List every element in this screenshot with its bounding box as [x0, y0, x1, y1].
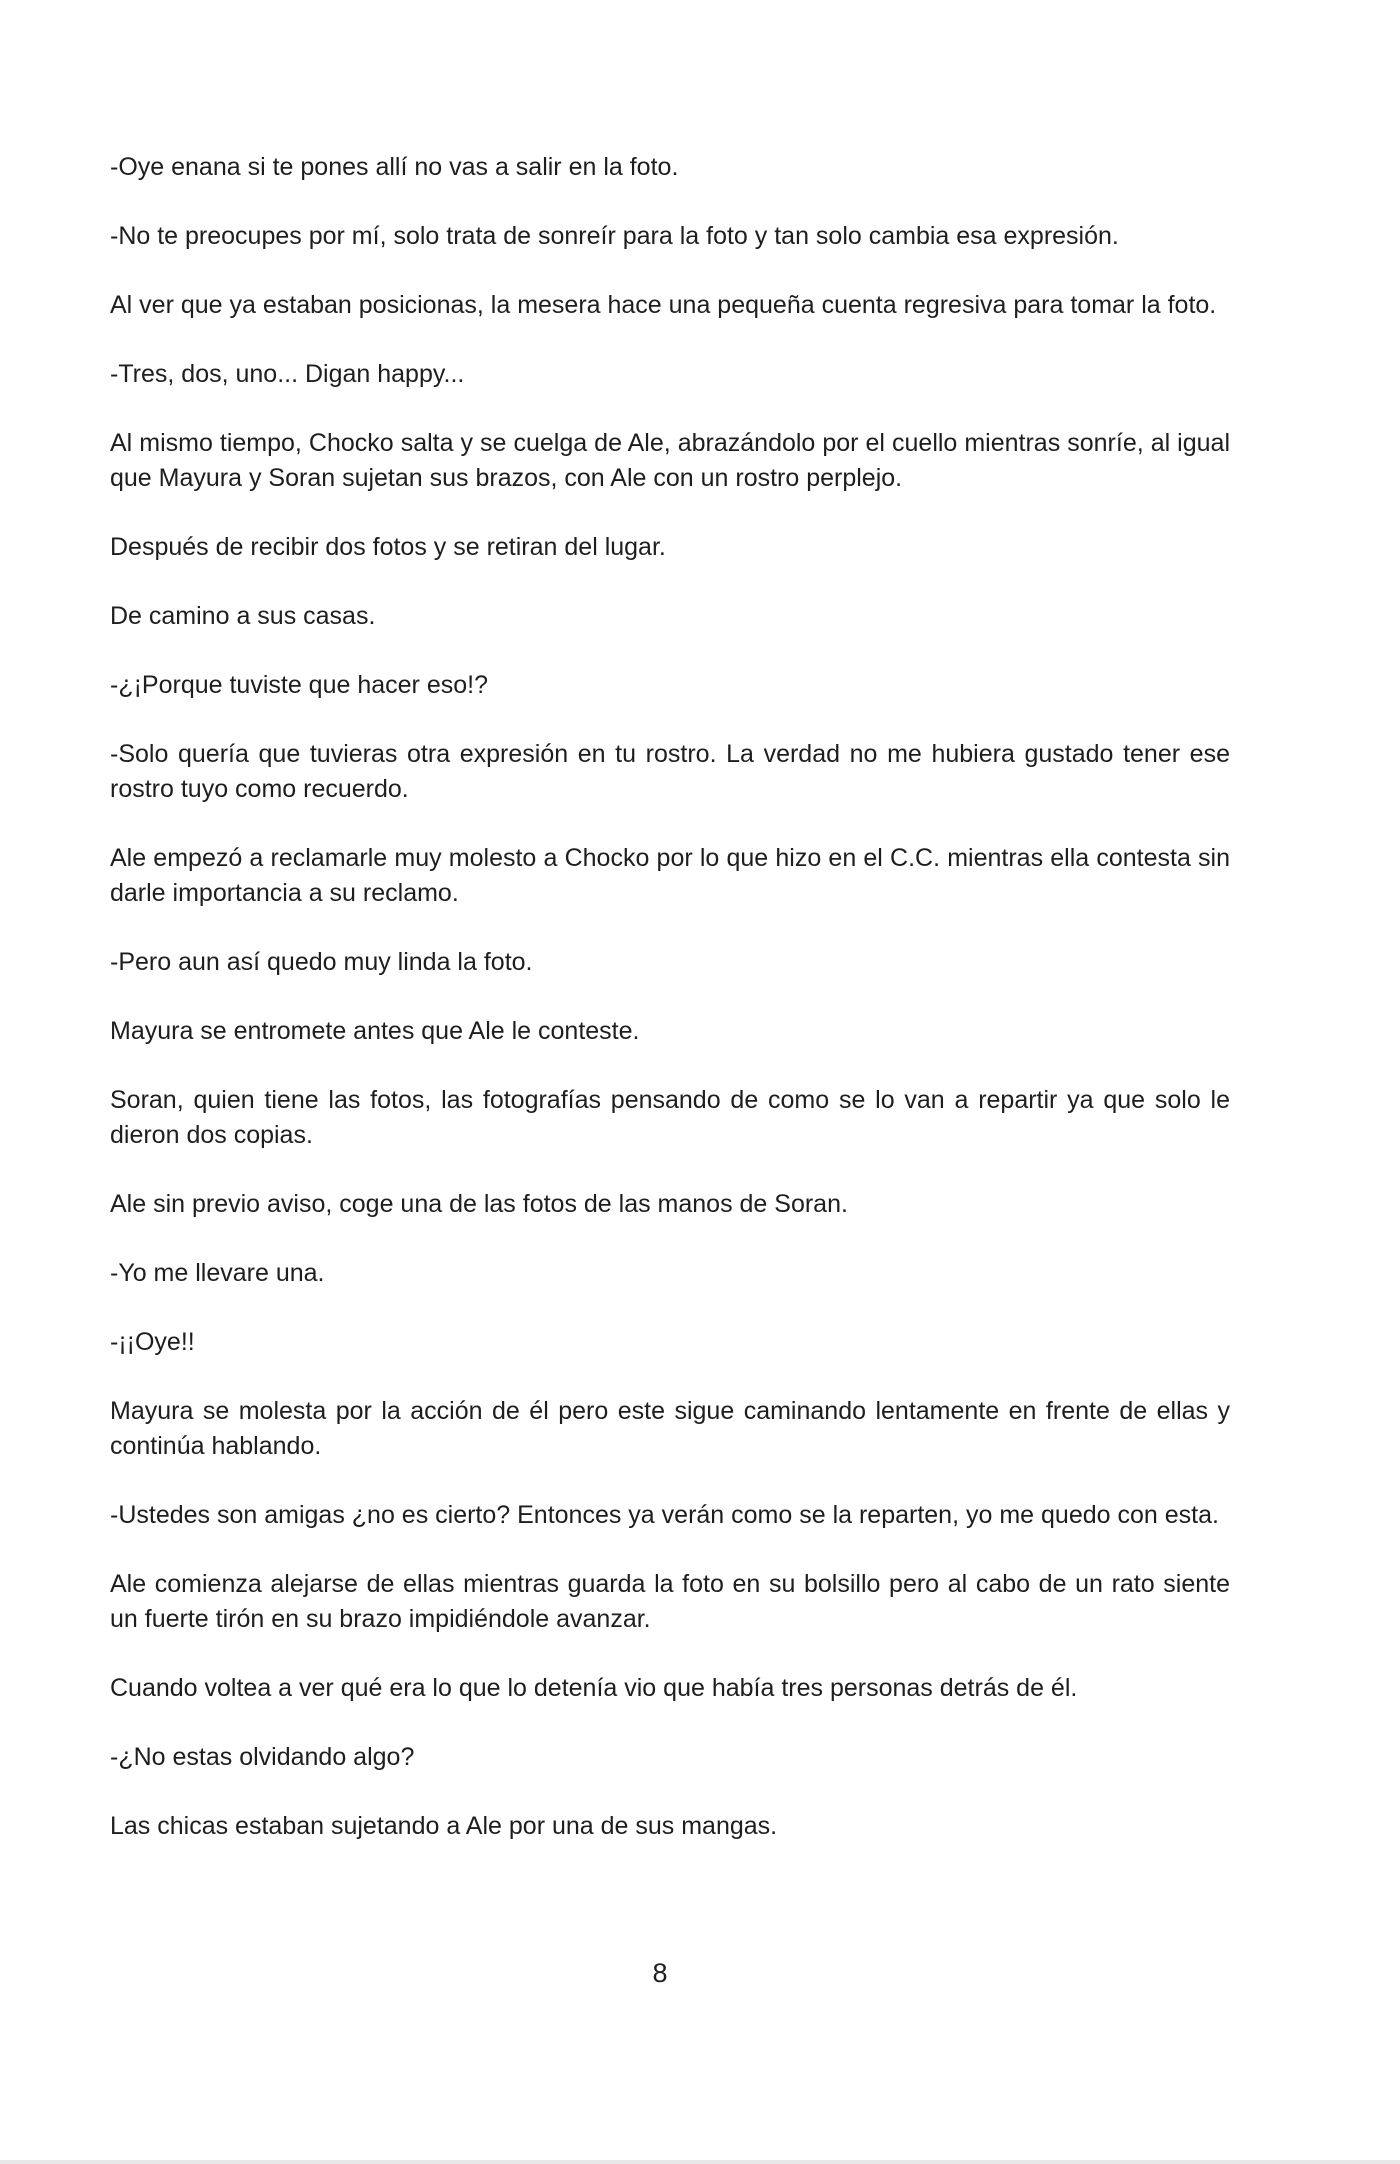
paragraph: Ale comienza alejarse de ellas mientras guarda la foto en su bolsillo pero al cabo de un rato siente un fuerte tirón en su brazo impidiéndole avanzar.	[110, 1570, 1230, 1633]
paragraph: -¿¡Porque tuviste que hacer eso!?	[110, 671, 488, 699]
paragraph: -Solo quería que tuvieras otra expresión en tu rostro. La verdad no me hubiera gustado tener ese rostro tuyo como recuerdo.	[110, 740, 1230, 803]
paragraph: Mayura se molesta por la acción de él pero este sigue caminando lentamente en frente de ellas y continúa hablando.	[110, 1397, 1230, 1460]
paragraph: Después de recibir dos fotos y se retiran del lugar.	[110, 533, 666, 561]
paragraph: Al mismo tiempo, Chocko salta y se cuelga de Ale, abrazándolo por el cuello mientras sonríe, al igual que Mayura y Soran sujetan sus brazos, con Ale con un rostro perplejo.	[110, 429, 1230, 492]
paragraph: Soran, quien tiene las fotos, las fotografías pensando de como se lo van a repartir ya que solo le dieron dos copias.	[110, 1086, 1230, 1149]
paragraph: -¡¡Oye!!	[110, 1328, 195, 1356]
paragraph: -Yo me llevare una.	[110, 1259, 325, 1287]
paragraph: -No te preocupes por mí, solo trata de sonreír para la foto y tan solo cambia esa expresión.	[110, 222, 1119, 250]
page-bottom-edge	[0, 2160, 1400, 2164]
paragraph: Ale empezó a reclamarle muy molesto a Chocko por lo que hizo en el C.C. mientras ella contesta sin darle importancia a su reclamo.	[110, 844, 1230, 907]
paragraph: Ale sin previo aviso, coge una de las fotos de las manos de Soran.	[110, 1190, 848, 1218]
paragraph: -¿No estas olvidando algo?	[110, 1743, 415, 1771]
paragraph: Mayura se entromete antes que Ale le conteste.	[110, 1017, 640, 1045]
page-body	[110, 150, 1230, 1878]
paragraph: Al ver que ya estaban posicionas, la mesera hace una pequeña cuenta regresiva para tomar la foto.	[110, 291, 1217, 319]
paragraph: Las chicas estaban sujetando a Ale por una de sus mangas.	[110, 1812, 778, 1840]
paragraph: -Ustedes son amigas ¿no es cierto? Entonces ya verán como se la reparten, yo me quedo con esta.	[110, 1501, 1219, 1529]
paragraph: -Pero aun así quedo muy linda la foto.	[110, 948, 533, 976]
page-number: 8	[652, 1958, 668, 1988]
paragraph: De camino a sus casas.	[110, 602, 376, 630]
paragraph: -Tres, dos, uno... Digan happy...	[110, 360, 465, 388]
paragraph: -Oye enana si te pones allí no vas a salir en la foto.	[110, 153, 679, 181]
paragraph: Cuando voltea a ver qué era lo que lo detenía vio que había tres personas detrás de él.	[110, 1674, 1078, 1702]
